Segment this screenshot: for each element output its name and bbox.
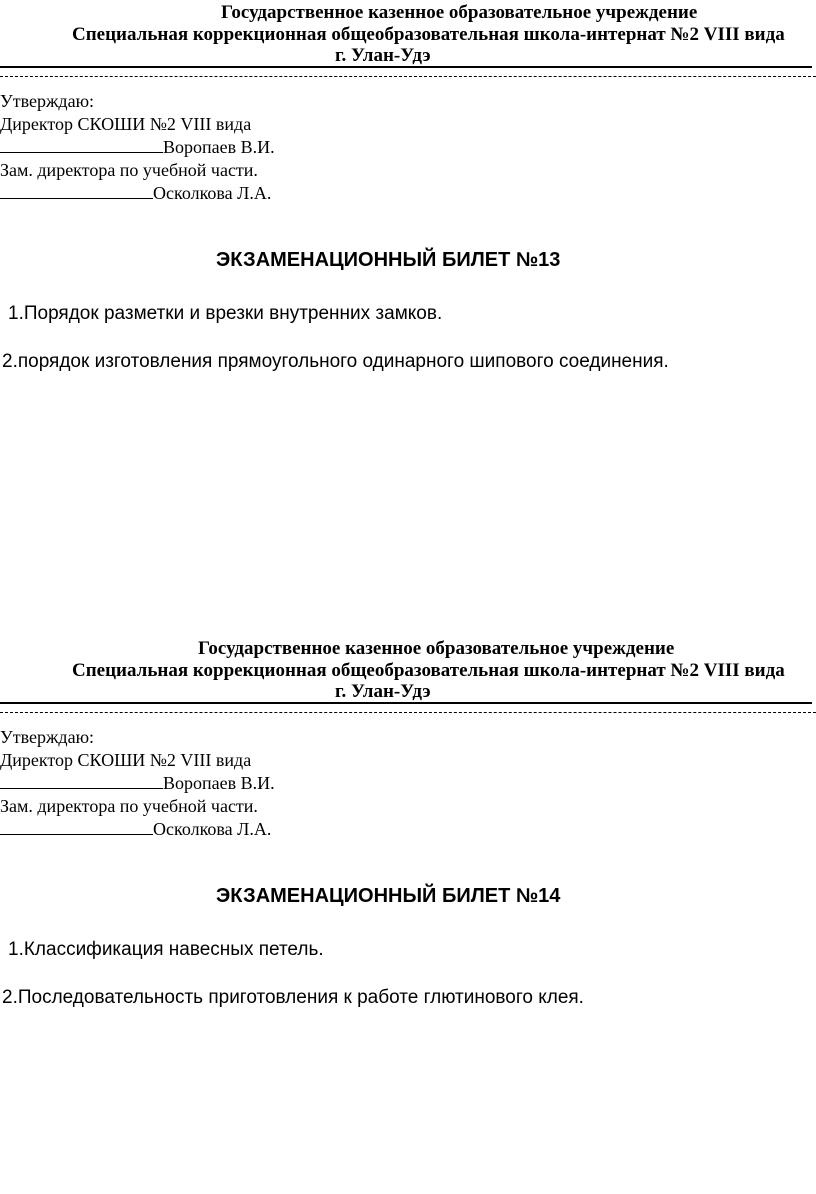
deputy-name: Осколкова Л.А. bbox=[153, 183, 272, 203]
ticket-title: ЭКЗАМЕНАЦИОННЫЙ БИЛЕТ №14 bbox=[216, 885, 561, 907]
question-1: 1.Классификация навесных петель. bbox=[8, 939, 324, 960]
deputy-signature bbox=[0, 818, 275, 841]
header-divider bbox=[0, 76, 816, 77]
question-2: 2.порядок изготовления прямоугольного одинарного шипового соединения. bbox=[2, 351, 669, 372]
header-divider bbox=[0, 712, 816, 713]
ticket-title: ЭКЗАМЕНАЦИОННЫЙ БИЛЕТ №13 bbox=[216, 249, 561, 271]
deputy-title: Зам. директора по учебной части. bbox=[0, 796, 258, 816]
director-name: Воропаев В.И. bbox=[163, 137, 275, 157]
approval-block bbox=[0, 90, 275, 205]
question-2: 2.Последовательность приготовления к работе глютинового клея. bbox=[2, 987, 584, 1008]
question-1: 1.Порядок разметки и врезки внутренних замков. bbox=[8, 303, 443, 324]
signature-blank bbox=[0, 136, 163, 153]
city: г. Улан-Удэ bbox=[335, 681, 431, 702]
deputy-signature bbox=[0, 182, 275, 205]
school-name: Специальная коррекционная общеобразовательная школа-интернат №2 VIII вида bbox=[72, 24, 785, 45]
institution-type: Государственное казенное образовательное учреждение bbox=[221, 2, 698, 23]
director-signature bbox=[0, 772, 275, 795]
city: г. Улан-Удэ bbox=[335, 45, 431, 66]
institution-type: Государственное казенное образовательное учреждение bbox=[198, 638, 675, 659]
deputy-name: Осколкова Л.А. bbox=[153, 819, 272, 839]
approval-block bbox=[0, 726, 275, 841]
approval-label: Утверждаю: bbox=[0, 727, 95, 747]
director-name: Воропаев В.И. bbox=[163, 773, 275, 793]
school-name: Специальная коррекционная общеобразовательная школа-интернат №2 VIII вида bbox=[72, 660, 785, 681]
deputy-title: Зам. директора по учебной части. bbox=[0, 160, 258, 180]
approval-label: Утверждаю: bbox=[0, 91, 95, 111]
director-signature bbox=[0, 136, 275, 159]
signature-blank bbox=[0, 772, 163, 789]
director-title: Директор СКОШИ №2 VIII вида bbox=[0, 750, 252, 770]
signature-blank bbox=[0, 182, 153, 199]
signature-blank bbox=[0, 818, 153, 835]
director-title: Директор СКОШИ №2 VIII вида bbox=[0, 114, 252, 134]
